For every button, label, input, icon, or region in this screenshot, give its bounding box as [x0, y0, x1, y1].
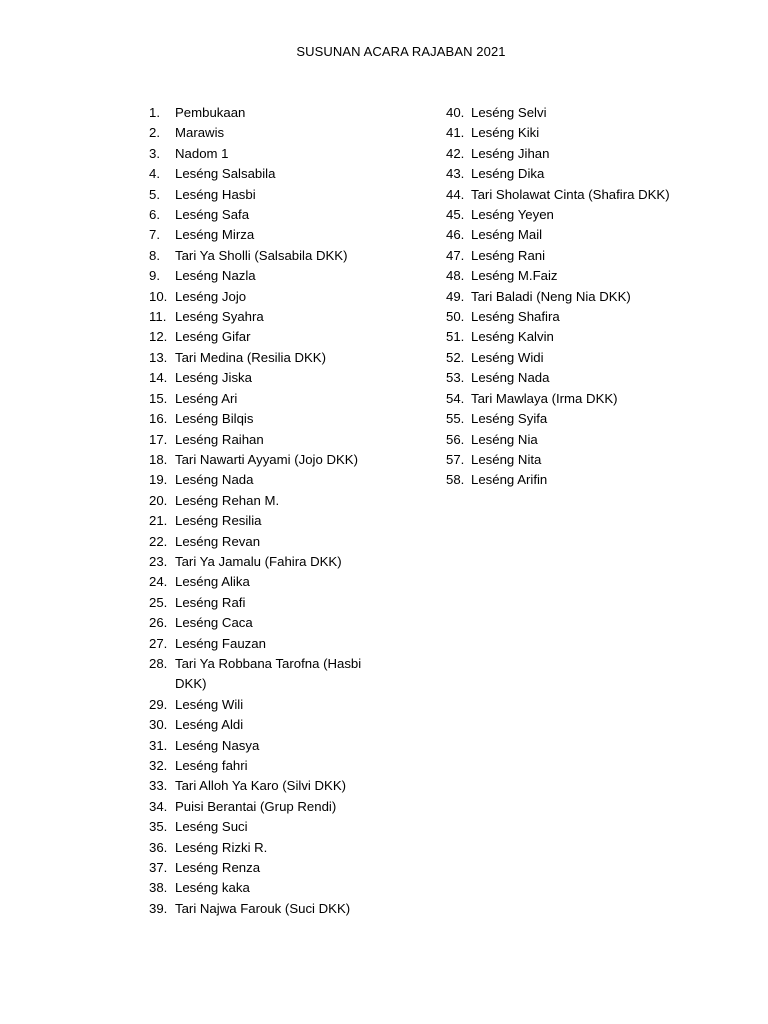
list-item-number: 2. [149, 125, 160, 141]
list-item [149, 327, 389, 347]
list-item-number: 32. [149, 758, 168, 773]
list-item [149, 103, 389, 123]
list-item [446, 450, 706, 470]
list-item [149, 368, 389, 388]
list-item-number: 6. [149, 207, 160, 223]
list-item-number: 48. [446, 268, 465, 284]
list-item-text: Tari Sholawat Cinta (Shafira DKK) [471, 186, 670, 202]
list-item-text: Tari Mawlaya (Irma DKK) [471, 390, 618, 406]
list-item [446, 123, 706, 143]
list-item-number: 49. [446, 288, 465, 304]
list-item-number: 46. [446, 227, 465, 243]
list-item-text: Tari Baladi (Neng Nia DKK) [471, 288, 631, 304]
list-item-number: 23. [149, 553, 168, 569]
list-item [446, 430, 706, 450]
list-item-text: Leséng Jojo [175, 288, 247, 304]
list-item-number: 3. [149, 145, 160, 161]
list-item [149, 225, 389, 245]
list-item [149, 899, 389, 919]
list-item-text: Marawis [175, 125, 225, 141]
list-item-number: 42. [446, 145, 465, 161]
list-item-text: Tari Najwa Farouk (Suci DKK) [175, 900, 351, 916]
list-item-text: Leséng Ari [175, 390, 238, 406]
list-item [149, 634, 389, 654]
list-item [149, 389, 389, 409]
list-item-text: Tari Nawarti Ayyami (Jojo DKK) [175, 451, 358, 467]
list-item-text: Leséng Wili [175, 696, 244, 712]
list-item-text: Leséng Resilia [175, 513, 262, 529]
list-item-text: Leséng Nada [471, 370, 550, 386]
list-item-text: Tari Medina (Resilia DKK) [175, 349, 326, 365]
list-item [149, 409, 389, 429]
list-item-number: 1. [149, 105, 160, 120]
list-item [149, 185, 389, 205]
list-item [149, 613, 389, 633]
list-item [149, 817, 389, 837]
agenda-list-left [149, 103, 389, 919]
list-item-number: 22. [149, 533, 168, 549]
list-item [446, 225, 706, 245]
list-item-text: Tari Alloh Ya Karo (Silvi DKK) [175, 778, 347, 794]
list-item-number: 37. [149, 860, 168, 876]
list-item [149, 287, 389, 307]
list-item-number: 33. [149, 778, 168, 794]
list-item [446, 144, 706, 164]
list-item-number: 44. [446, 186, 465, 202]
list-item-text: Leséng Safa [175, 207, 250, 223]
list-item-number: 24. [149, 574, 168, 590]
list-item-number: 41. [446, 125, 465, 141]
list-item-number: 29. [149, 696, 168, 712]
list-item-text: Leséng Shafira [471, 309, 560, 325]
list-item-text: Puisi Berantai (Grup Rendi) [175, 798, 337, 814]
list-item-text: Leséng Mirza [175, 227, 255, 243]
list-item-text: Leséng Kiki [471, 125, 540, 141]
list-item [149, 266, 389, 286]
list-item-text: Leséng Nia [471, 431, 538, 447]
list-item-number: 26. [149, 615, 168, 631]
list-item-number: 35. [149, 819, 168, 835]
list-item-text: Tari Ya Jamalu (Fahira DKK) [175, 553, 342, 569]
list-item-number: 21. [149, 513, 168, 529]
list-item-text: Leséng Aldi [175, 717, 244, 733]
list-item-number: 34. [149, 798, 168, 814]
list-item [446, 103, 706, 123]
list-item-number: 39. [149, 900, 168, 916]
list-item-text: Leséng Revan [175, 533, 261, 549]
list-item-text: Leséng Caca [175, 615, 253, 631]
list-item [149, 532, 389, 552]
list-item [446, 348, 706, 368]
list-item [446, 287, 706, 307]
list-item-number: 14. [149, 370, 168, 386]
list-item [149, 776, 389, 796]
list-item [149, 123, 389, 143]
list-item-text: Leséng Nita [471, 451, 542, 467]
list-item-text: Leséng Rani [471, 247, 546, 263]
list-item-text: Leséng Rizki R. [175, 839, 268, 855]
list-item-text: Leséng Rehan M. [175, 492, 280, 508]
list-item [446, 470, 706, 490]
list-item-number: 30. [149, 717, 168, 733]
list-item-number: 57. [446, 451, 465, 467]
list-item-number: 20. [149, 492, 168, 508]
list-item-text: Leséng M.Faiz [471, 268, 558, 284]
list-item-number: 16. [149, 411, 168, 427]
list-item-text: Nadom 1 [175, 145, 229, 161]
list-item-number: 40. [446, 105, 465, 120]
list-item [149, 470, 389, 490]
list-item-number: 54. [446, 390, 465, 406]
list-item [149, 715, 389, 735]
list-item-number: 13. [149, 349, 168, 365]
list-item [446, 164, 706, 184]
list-item-number: 43. [446, 166, 465, 182]
list-item [446, 185, 706, 205]
list-item-text: Leséng Rafi [175, 594, 246, 610]
list-item [446, 307, 706, 327]
list-item-text: Leséng Kalvin [471, 329, 554, 345]
list-item [149, 205, 389, 225]
list-item [149, 838, 389, 858]
list-item [149, 430, 389, 450]
list-item [446, 368, 706, 388]
list-item-number: 31. [149, 737, 168, 753]
list-item-number: 38. [149, 880, 168, 896]
list-item [149, 511, 389, 531]
list-item-text: Leséng Suci [175, 819, 248, 835]
list-item [149, 878, 389, 898]
list-item [149, 348, 389, 368]
list-item-number: 19. [149, 472, 168, 488]
list-item-text: Leséng Bilqis [175, 411, 254, 427]
list-item [149, 491, 389, 511]
list-item [446, 327, 706, 347]
list-item [446, 266, 706, 286]
list-item-number: 36. [149, 839, 168, 855]
list-item-text: Leséng Nada [175, 472, 254, 488]
list-item-number: 53. [446, 370, 465, 386]
list-item-text: Leséng Fauzan [175, 635, 266, 651]
list-item-number: 8. [149, 247, 160, 263]
list-item-number: 15. [149, 390, 168, 406]
list-item-text: Leséng Syahra [175, 309, 264, 325]
list-item-number: 27. [149, 635, 168, 651]
list-item-number: 25. [149, 594, 168, 610]
list-item [149, 552, 389, 572]
list-item-text: Leséng Hasbi [175, 186, 256, 202]
list-item [149, 756, 389, 776]
list-item [149, 572, 389, 592]
list-item-text: Tari Ya Sholli (Salsabila DKK) [175, 247, 348, 263]
document-title: SUSUNAN ACARA RAJABAN 2021 [296, 44, 506, 59]
list-item [149, 144, 389, 164]
list-item-number: 17. [149, 431, 168, 447]
list-item [446, 205, 706, 225]
list-item-number: 12. [149, 329, 168, 345]
list-item-text: Leséng Syifa [471, 411, 548, 427]
list-item-text: Leséng Yeyen [471, 207, 554, 223]
list-item-text: Leséng Salsabila [175, 166, 276, 182]
list-item [446, 389, 706, 409]
list-item-number: 9. [149, 268, 160, 284]
list-item-number: 50. [446, 309, 465, 325]
list-item-text: Leséng Alika [175, 574, 250, 590]
list-item-text: Pembukaan [175, 105, 246, 120]
list-item-number: 4. [149, 166, 160, 182]
list-item [149, 736, 389, 756]
list-item-number: 58. [446, 472, 465, 488]
list-item-text: Leséng fahri [175, 758, 248, 773]
list-item-number: 55. [446, 411, 465, 427]
list-item-number: 28. [149, 655, 168, 671]
list-item-number: 11. [149, 309, 167, 325]
list-item-text: Leséng Widi [471, 349, 544, 365]
list-item-number: 10. [149, 288, 168, 304]
list-item-text: Leséng Jihan [471, 145, 550, 161]
list-item [149, 164, 389, 184]
list-item [149, 695, 389, 715]
list-item [149, 307, 389, 327]
list-item [446, 409, 706, 429]
list-item-number: 56. [446, 431, 465, 447]
list-item [149, 593, 389, 613]
list-item [149, 797, 389, 817]
list-item [149, 858, 389, 878]
list-item-number: 5. [149, 186, 160, 202]
list-item [149, 450, 389, 470]
list-item-text: Leséng Renza [175, 860, 261, 876]
list-item-text: Leséng kaka [175, 880, 250, 896]
list-item-number: 47. [446, 247, 465, 263]
list-item [446, 246, 706, 266]
list-item-text: Leséng Jiska [175, 370, 252, 386]
list-item-number: 7. [149, 227, 160, 243]
list-item-text: Leséng Nazla [175, 268, 256, 284]
list-item-number: 18. [149, 451, 168, 467]
list-item-text: Leséng Nasya [175, 737, 260, 753]
list-item-text: Leséng Dika [471, 166, 545, 182]
list-item [149, 246, 389, 266]
list-item [149, 654, 389, 695]
list-item-text: Leséng Gifar [175, 329, 251, 345]
list-item-text: Leséng Mail [471, 227, 543, 243]
list-item-text: Leséng Raihan [175, 431, 264, 447]
agenda-list-right [446, 103, 706, 491]
list-item-number: 52. [446, 349, 465, 365]
list-item-text: Leséng Selvi [471, 105, 547, 120]
list-item-text: Leséng Arifin [471, 472, 548, 488]
list-item-text: Tari Ya Robbana Tarofna (Hasbi DKK) [175, 655, 362, 692]
list-item-number: 51. [446, 329, 465, 345]
list-item-number: 45. [446, 207, 465, 223]
